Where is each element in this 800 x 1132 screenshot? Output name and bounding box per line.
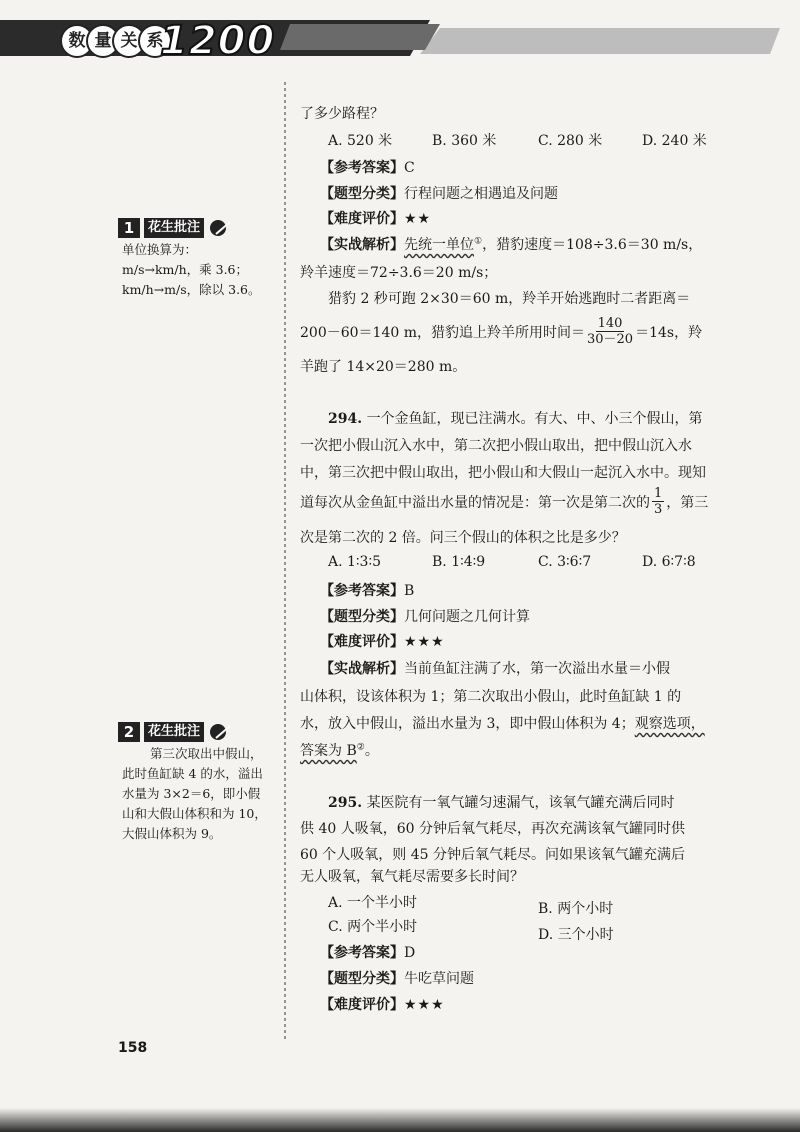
- q294-solution-line-4: [300, 740, 379, 760]
- q295-option-a: A. 一个半小时: [328, 895, 418, 911]
- type-value: 行程问题之相遇追及问题: [404, 186, 558, 202]
- header-banner: [0, 14, 800, 62]
- answer-label: 【参考答案】: [320, 160, 404, 176]
- footnote-marker: ①: [474, 236, 483, 247]
- q293-option-c: C. 280 米: [538, 133, 603, 149]
- q294-option-d: D. 6∶7∶8: [642, 554, 696, 570]
- q294-option-a: A. 1∶3∶5: [328, 554, 382, 570]
- footnote-marker: ②: [356, 742, 365, 753]
- solution-text: 。: [364, 743, 379, 759]
- note-line: 大假山体积为 9。: [122, 826, 222, 841]
- header-tag-1: 数: [60, 24, 94, 58]
- header-tag-4: 系: [138, 24, 172, 58]
- difficulty-label: 【难度评价】: [320, 211, 404, 227]
- difficulty-stars: ★★: [404, 211, 432, 227]
- type-value: 牛吃草问题: [404, 971, 474, 987]
- answer-label: 【参考答案】: [320, 583, 404, 599]
- fraction: [587, 316, 633, 347]
- q293-solution-line-3: 猎豹 2 秒可跑 2×30＝60 m，羚羊开始逃跑时二者距离＝: [328, 291, 691, 307]
- q294-text-line-4: [300, 486, 708, 517]
- q295-option-b: B. 两个小时: [538, 901, 614, 917]
- q295-option-d: D. 三个小时: [538, 927, 614, 943]
- q295-text-line-4: 无人吸氧，氧气耗尽需要多长时间？: [300, 869, 524, 885]
- q294-option-c: C. 3∶6∶7: [538, 554, 592, 570]
- q295-answer: [320, 942, 415, 962]
- q293-difficulty: [320, 208, 431, 228]
- solution-highlight: 答案为 B: [300, 743, 357, 759]
- header-number: 1200: [160, 18, 276, 64]
- difficulty-stars: ★★★: [404, 997, 445, 1013]
- q294-option-b: B. 1∶4∶9: [432, 554, 486, 570]
- difficulty-label: 【难度评价】: [320, 634, 404, 650]
- q293-solution-line-2: 羚羊速度＝72÷3.6＝20 m/s；: [300, 265, 498, 281]
- solution-highlight: 观察选项，: [634, 716, 705, 732]
- solution-text: ＝14s，羚: [635, 324, 703, 341]
- solution-text: 当前鱼缸注满了水，第一次溢出水量＝小假: [404, 661, 670, 677]
- answer-value: C: [404, 160, 415, 176]
- solution-highlight: 先统一单位: [404, 237, 474, 253]
- solution-label: 【实战解析】: [320, 237, 404, 253]
- q293-solution-line-5: 羊跑了 14×20＝280 m。: [300, 359, 467, 375]
- question-number: 295.: [328, 795, 363, 811]
- note-line: 第三次取出中假山，: [150, 746, 263, 761]
- q295-option-c: C. 两个半小时: [328, 919, 418, 935]
- header-tag-2: 量: [86, 24, 120, 58]
- q293-option-a: A. 520 米: [328, 133, 393, 149]
- pen-icon: [208, 218, 234, 238]
- q294-text-line-3: 中，第三次把中假山取出，把小假山和大假山一起沉入水中。现知: [300, 465, 706, 481]
- note-line: 此时鱼缸缺 4 的水，溢出: [122, 766, 263, 781]
- q293-solution-line-1: [320, 234, 702, 254]
- q295-text-line-2: 供 40 人吸氧，60 分钟后氧气耗尽，再次充满该氧气罐同时供: [300, 821, 685, 837]
- q293-answer: [320, 157, 415, 177]
- q294-text-line-5: 次是第二次的 2 倍。问三个假山的体积之比是多少？: [300, 530, 626, 546]
- question-text: ，第三: [666, 494, 709, 511]
- fraction-numerator: 1: [654, 486, 663, 501]
- question-number: 294.: [328, 411, 363, 427]
- q294-solution-line-1: [320, 658, 670, 678]
- q294-text-line-2: 一次把小假山沉入水中，第二次把小假山取出，把中假山沉入水: [300, 438, 692, 454]
- q293-option-b: B. 360 米: [432, 133, 497, 149]
- note-line: m/s→km/h，乘 3.6；: [122, 262, 248, 277]
- q293-type: [320, 183, 558, 203]
- q293-option-d: D. 240 米: [642, 133, 707, 149]
- q295-type: [320, 968, 474, 988]
- note-line: 水量为 3×2＝6，即小假: [122, 786, 261, 801]
- type-label: 【题型分类】: [320, 971, 404, 987]
- note-title: 花生批注: [144, 722, 204, 742]
- answer-value: D: [404, 945, 416, 961]
- solution-label: 【实战解析】: [320, 661, 404, 677]
- q295-difficulty: [320, 994, 445, 1014]
- solution-text: 200－60＝140 m，猎豹追上羚羊所用时间＝: [300, 324, 585, 341]
- fraction-denominator: 3: [654, 502, 663, 517]
- page-number: 158: [118, 1040, 148, 1056]
- note-number: 1: [118, 218, 140, 238]
- note-number: 2: [118, 722, 140, 742]
- q293-continuation: 了多少路程？: [300, 106, 384, 122]
- fraction-numerator: 140: [597, 316, 623, 331]
- type-label: 【题型分类】: [320, 186, 404, 202]
- fraction: [652, 486, 664, 517]
- question-text: 一个金鱼缸，现已注满水。有大、中、小三个假山，第: [366, 411, 703, 427]
- q294-difficulty: [320, 631, 445, 651]
- solution-text: 水，放入中假山，溢出水量为 3，即中假山体积为 4；: [300, 716, 635, 732]
- difficulty-stars: ★★★: [404, 634, 445, 650]
- pen-icon: [208, 722, 234, 742]
- q294-solution-line-3: [300, 713, 705, 733]
- q294-answer: [320, 580, 414, 600]
- sidebar-note-1: [118, 218, 273, 300]
- fraction-denominator: 30－20: [586, 332, 634, 347]
- solution-text: ，猎豹速度＝108÷3.6＝30 m/s，: [482, 237, 703, 253]
- note-title: 花生批注: [144, 218, 204, 238]
- q294-text-line-1: [328, 408, 703, 428]
- answer-label: 【参考答案】: [320, 945, 404, 961]
- q293-solution-line-4: [300, 316, 702, 347]
- question-text: 某医院有一氧气罐匀速漏气，该氧气罐充满后同时: [366, 795, 675, 811]
- sidebar-note-2: [118, 722, 273, 844]
- type-label: 【题型分类】: [320, 609, 404, 625]
- note-line: 单位换算为：: [122, 242, 198, 257]
- q294-solution-line-2: 山体积，设该体积为 1；第二次取出小假山，此时鱼缸缺 1 的: [300, 689, 682, 705]
- difficulty-label: 【难度评价】: [320, 997, 404, 1013]
- question-text: 道每次从金鱼缸中溢出水量的情况是：第一次是第二次的: [300, 494, 650, 511]
- note-line: 山和大假山体积和为 10，: [122, 806, 267, 821]
- note-line: km/h→m/s，除以 3.6。: [122, 282, 261, 297]
- type-value: 几何问题之几何计算: [404, 609, 530, 625]
- header-tag-3: 关: [112, 24, 146, 58]
- page-edge-shadow: [0, 1108, 800, 1132]
- q294-type: [320, 606, 530, 626]
- column-divider: [282, 82, 288, 1042]
- q295-text-line-1: [328, 792, 675, 812]
- q295-text-line-3: 60 个人吸氧，则 45 分钟后氧气耗尽。问如果该氧气罐充满后: [300, 847, 685, 863]
- answer-value: B: [404, 583, 415, 599]
